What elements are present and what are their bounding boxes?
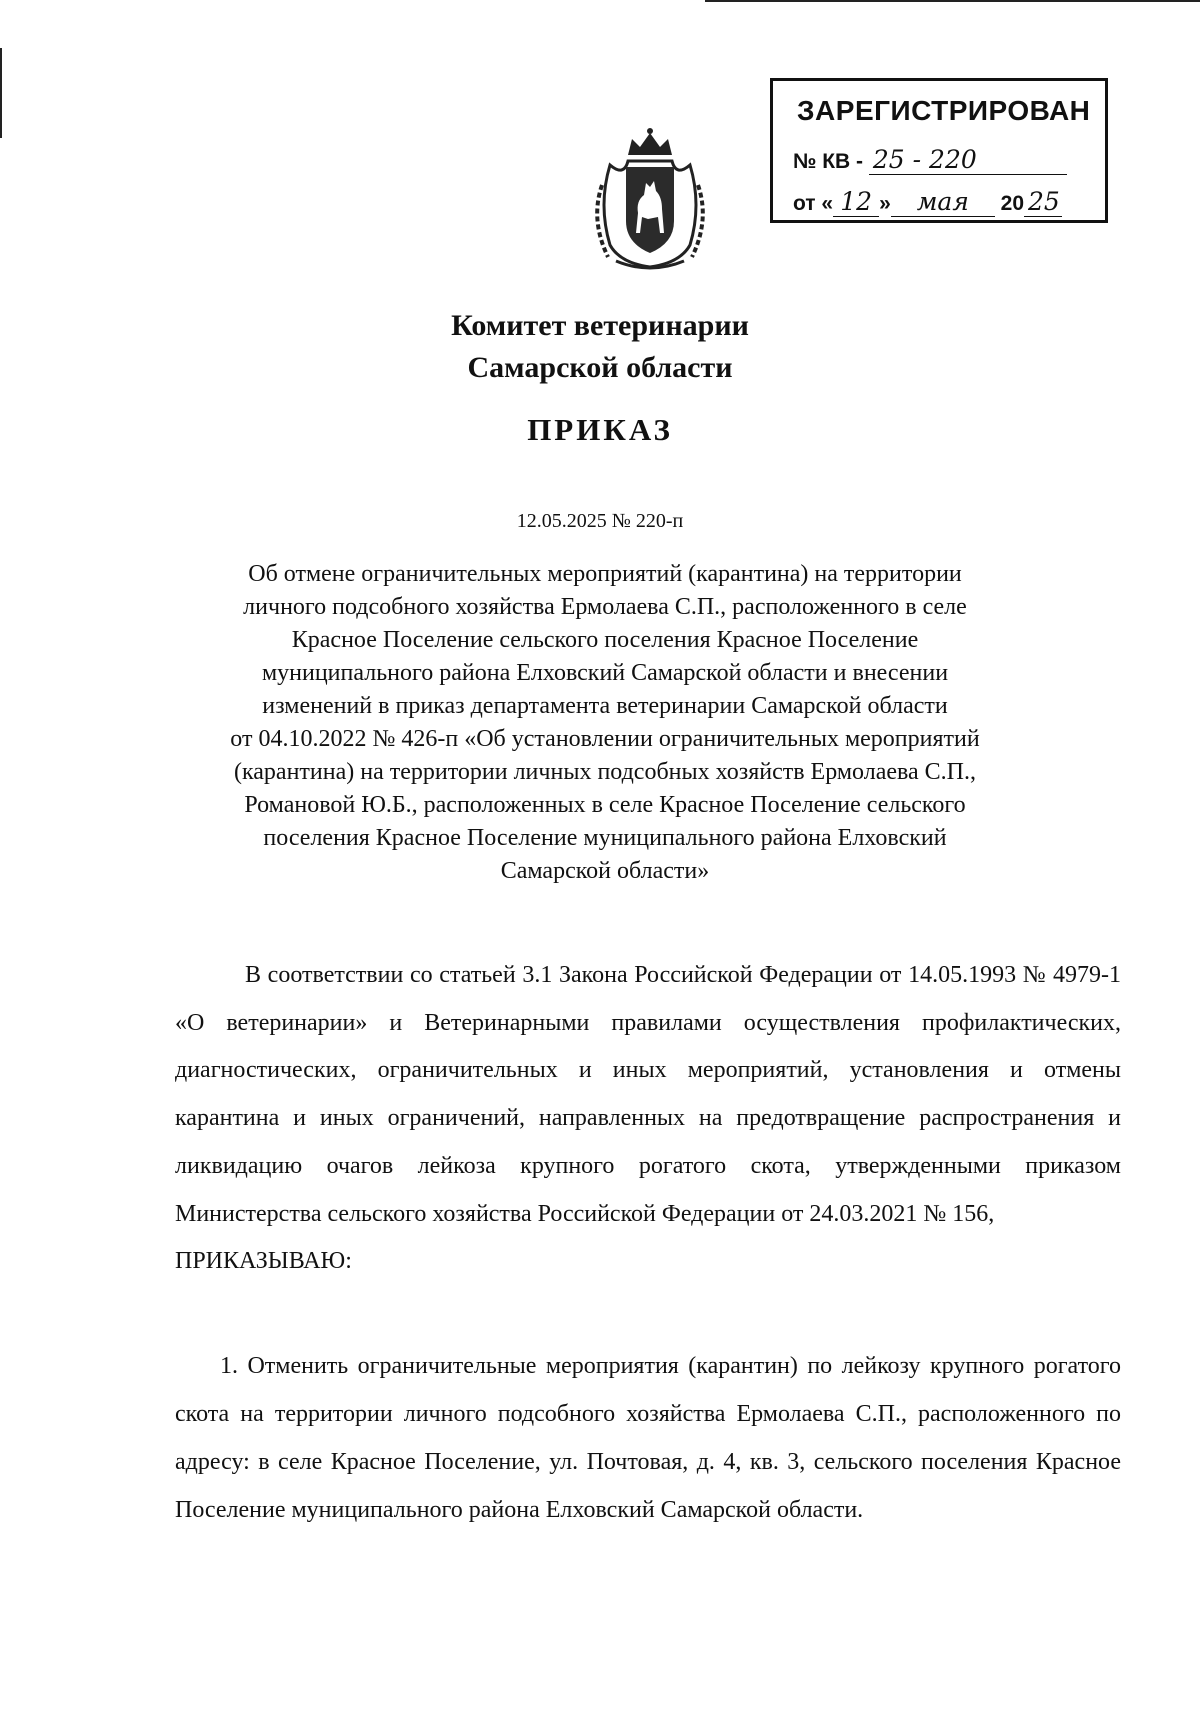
stamp-date-month: мая (891, 187, 995, 217)
preamble-paragraph (175, 952, 1121, 1286)
scan-edge-mark (705, 0, 1200, 2)
document-subject (190, 558, 1020, 888)
org-name-line: Комитет ветеринарии (451, 309, 749, 342)
order-word: ПРИКАЗЫВАЮ: (175, 1248, 352, 1275)
stamp-date-sep: » (879, 192, 891, 215)
registration-stamp (770, 78, 1108, 223)
subject-line: Самарской области» (500, 858, 710, 884)
stamp-year-suffix: 25 (1024, 187, 1062, 217)
document-type: ПРИКАЗ (527, 412, 673, 447)
preamble-text: В соответствии со статьей 3.1 Закона Российской Федерации от 14.05.1993 № 4979-1 «О ветеринарии» и Ветеринарными правилами осуществления профилактических, диагностических, ограничительных и иных мероприятий, установления и отмены карантина и иных ограничений, направленных на предотвращение распространения и ликвидацию очагов лейкоза крупного рогатого скота, утвержденными приказом Министерства сельского хозяйства Российской Федерации от 24.03.2021 № 156, (175, 962, 1121, 1227)
subject-line: (карантина) на территории личных подсобных хозяйств Ермолаева С.П., (233, 759, 977, 785)
scan-edge-mark (0, 48, 2, 138)
samara-coat-of-arms-icon (580, 125, 720, 275)
stamp-year-prefix: 20 (1000, 192, 1024, 215)
organization-name (170, 305, 1030, 389)
subject-line: от 04.10.2022 № 426-п «Об установлении ограничительных мероприятий (230, 726, 980, 752)
subject-line: Романовой Ю.Б., расположенных в селе Красное Поселение сельского (244, 792, 966, 818)
document-date-number: 12.05.2025 № 220-п (516, 510, 684, 532)
stamp-date-row (793, 187, 1062, 217)
stamp-date-prefix: от « (793, 192, 834, 215)
subject-line: муниципального района Елховский Самарской области и внесении (261, 660, 949, 686)
subject-line: поселения Красное Поселение муниципального района Елховский (263, 825, 947, 851)
org-name-line: Самарской области (467, 351, 733, 384)
subject-line: Красное Поселение сельского поселения Красное Поселение (291, 627, 919, 653)
order-item-1: 1. Отменить ограничительные мероприятия (карантин) по лейкозу крупного рогатого скота на территории личного подсобного хозяйства Ермолаева С.П., расположенного по адресу: в селе Красное Поселение, ул. Почтовая, д. 4, кв. 3, сельского поселения Красное Поселение муниципального района Елховский Самарской области. (175, 1353, 1121, 1523)
stamp-date-day: 12 (833, 187, 879, 217)
stamp-number-label: № КВ - (793, 150, 864, 173)
stamp-number-handwritten: 25 - 220 (869, 145, 1067, 175)
stamp-number-row (793, 145, 1067, 175)
subject-line: изменений в приказ департамента ветеринарии Самарской области (262, 693, 948, 719)
subject-line: личного подсобного хозяйства Ермолаева С.П., расположенного в селе (243, 594, 967, 620)
subject-line: Об отмене ограничительных мероприятий (карантина) на территории (248, 561, 962, 587)
stamp-title: ЗАРЕГИСТРИРОВАН (797, 95, 1091, 126)
